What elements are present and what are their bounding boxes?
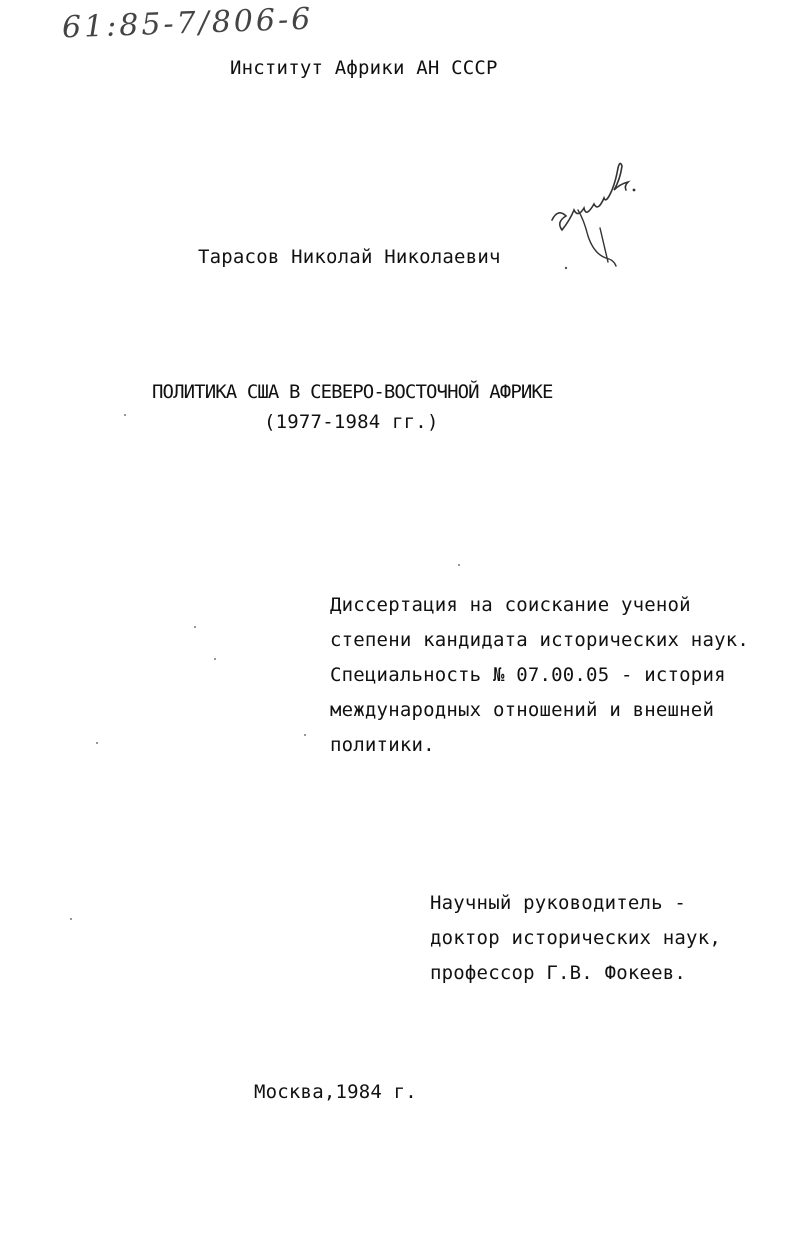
place-and-year: Москва,1984 г.: [254, 1081, 417, 1103]
dissertation-line: международных отношений и внешней: [330, 699, 715, 721]
scan-speck: [214, 658, 216, 660]
supervisor-line: доктор исторических наук,: [430, 927, 721, 949]
dissertation-line: Диссертация на соискание ученой: [330, 594, 691, 616]
scan-speck: [96, 742, 98, 744]
signature-icon: [538, 150, 648, 280]
archive-mark: 61:85-7/806-6: [61, 1, 314, 46]
scan-speck: [70, 918, 72, 920]
title-line-2: (1977-1984 гг.): [264, 411, 439, 433]
scan-speck: [304, 734, 306, 736]
scan-speck: [124, 414, 126, 416]
dissertation-line: Специальность № 07.00.05 - история: [330, 664, 726, 686]
author-name: Тарасов Николай Николаевич: [198, 246, 501, 268]
scan-speck: [194, 626, 196, 628]
title-line-1: ПОЛИТИКА США В СЕВЕРО-ВОСТОЧНОЙ АФРИКЕ: [152, 381, 553, 403]
scan-speck: [458, 564, 460, 566]
supervisor-line: профессор Г.В. Фокеев.: [430, 962, 687, 984]
supervisor-line: Научный руководитель -: [430, 892, 687, 914]
institute-name: Институт Африки АН СССР: [230, 57, 498, 79]
dissertation-line: степени кандидата исторических наук.: [330, 629, 750, 651]
dissertation-line: политики.: [330, 734, 435, 756]
